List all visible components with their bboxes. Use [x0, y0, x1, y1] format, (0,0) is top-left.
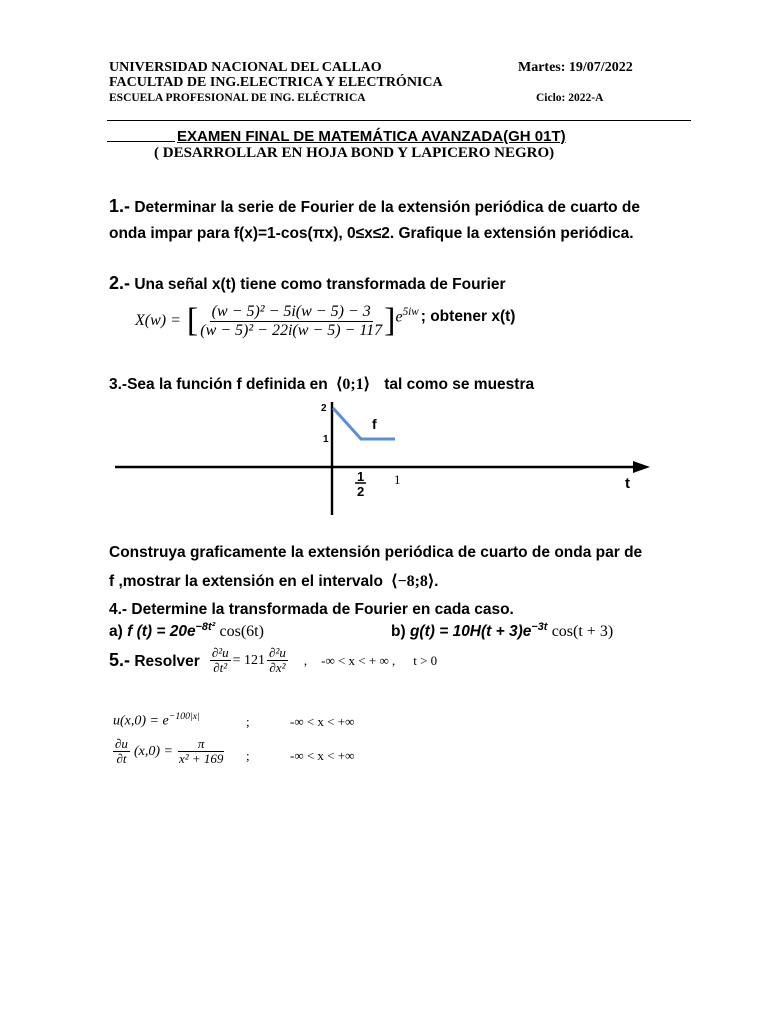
right-bracket: ]: [384, 302, 396, 340]
question-2-formula: [135, 303, 515, 339]
university-name: UNIVERSIDAD NACIONAL DEL CALLAO: [109, 60, 382, 75]
part-a-lhs: f (t) = 20e: [127, 623, 196, 641]
pde-comma: ,: [303, 652, 308, 668]
school-name: ESCUELA PROFESIONAL DE ING. ELÉCTRICA: [109, 92, 366, 104]
exam-date: Martes: 19/07/2022: [518, 60, 633, 75]
pde-coefficient: = 121: [232, 652, 266, 668]
x-tick-1: 1: [394, 472, 401, 487]
x-tick-half-denominator: 2: [357, 484, 365, 499]
x-domain: -∞ < x < + ∞ ,: [321, 652, 396, 668]
fourier-lhs: X(w) =: [135, 312, 181, 330]
y-tick-1: 1: [323, 434, 329, 445]
ic2-fraction: $\frac{\pi}{\text{x² + 169}}$: [178, 736, 224, 767]
part-b-exponent: −3t: [531, 621, 548, 633]
initial-condition-2: $\frac{\partial u}{\partial t}$ (x,0) = $\frac{\pi}{\text{x² + 169}}$: [115, 736, 224, 767]
ic1-domain: -∞ < x < +∞: [290, 714, 355, 729]
function-graph: [100, 395, 660, 520]
initial-condition-1: $u(x,0) = e^{-100|x|}$: [113, 711, 200, 729]
pde-rhs-fraction: $\frac{\text{∂²u}}{\text{∂x²}}$: [269, 645, 286, 676]
header-divider: [107, 120, 691, 121]
question-2-tail: ; obtener x(t): [420, 308, 516, 326]
function-curve: [333, 408, 395, 439]
fraction-numerator: (w − 5)² − 5i(w − 5) − 3: [211, 303, 371, 320]
part-a-label: a): [109, 623, 123, 641]
question-3-line-2: f ,mostrar la extensión en el intervalo ⟨−8;8⟩.: [109, 573, 439, 590]
question-2-text: Una señal x(t) tiene como transformada de Fourier: [134, 276, 506, 293]
interval-0-1: ⟨0;1⟩: [336, 376, 370, 393]
ic2-derivative: $\frac{\partial u}{\partial t}$: [115, 736, 128, 767]
question-4b: [391, 621, 613, 641]
ic2-separator: ;: [246, 748, 250, 763]
t-domain: t > 0: [413, 652, 438, 668]
question-1-number: 1.-: [109, 196, 131, 216]
left-bracket: [: [186, 302, 199, 340]
interval-minus8-8: ⟨−8;8⟩: [391, 573, 435, 590]
exam-instructions: ( DESARROLLAR EN HOJA BOND Y LAPICERO NEGRO): [154, 145, 555, 161]
ic1-separator: ;: [246, 714, 250, 729]
question-1-line-1: [109, 196, 640, 217]
t-axis-label: t: [625, 475, 630, 492]
question-3-intro: 3.-Sea la función f definida en ⟨0;1⟩ tal como se muestra: [109, 376, 535, 393]
faculty-name: FACULTAD DE ING.ELECTRICA Y ELECTRÓNICA: [109, 75, 443, 90]
y-tick-2: 2: [321, 403, 327, 414]
question-1-text: Determinar la serie de Fourier de la extensión periódica de cuarto de: [134, 199, 640, 216]
question-2-number: 2.-: [109, 273, 131, 293]
question-5-pde: [109, 646, 437, 676]
question-4a: [109, 621, 264, 641]
part-b-rhs: cos(t + 3): [551, 623, 614, 641]
part-a-exponent: −8t²: [195, 621, 216, 633]
question-5-label: 5.- Resolver: [109, 650, 200, 671]
fourier-fraction: [198, 303, 384, 339]
pde-lhs-fraction: $\frac{\text{∂²u}}{\text{∂t²}}$: [211, 645, 229, 676]
curve-label-f: f: [372, 416, 377, 432]
exam-cycle: Ciclo: 2022-A: [536, 92, 604, 104]
ic2-domain: -∞ < x < +∞: [290, 748, 355, 763]
question-4-text: 4.- Determine la transformada de Fourier en cada caso.: [109, 601, 514, 618]
question-1-line-2: onda impar para f(x)=1-cos(πx), 0≤x≤2. Grafique la extensión periódica.: [109, 225, 634, 242]
exam-title: EXAMEN FINAL DE MATEMÁTICA AVANZADA(GH 01T): [177, 128, 566, 145]
x-tick-half-numerator: 1: [357, 469, 365, 484]
question-3-line-1: Construya graficamente la extensión periódica de cuarto de onda par de: [109, 544, 643, 561]
fraction-denominator: (w − 5)² − 22i(w − 5) − 117: [200, 321, 383, 339]
question-2-intro: [109, 273, 506, 294]
part-b-label: b): [391, 623, 406, 641]
t-axis-arrow: [633, 461, 650, 473]
exponential: $e^{5iw}$: [395, 305, 419, 326]
title-rule: [107, 141, 175, 142]
part-b-lhs: g(t) = 10H(t + 3)e: [409, 623, 532, 641]
part-a-rhs: cos(6t): [219, 623, 264, 641]
